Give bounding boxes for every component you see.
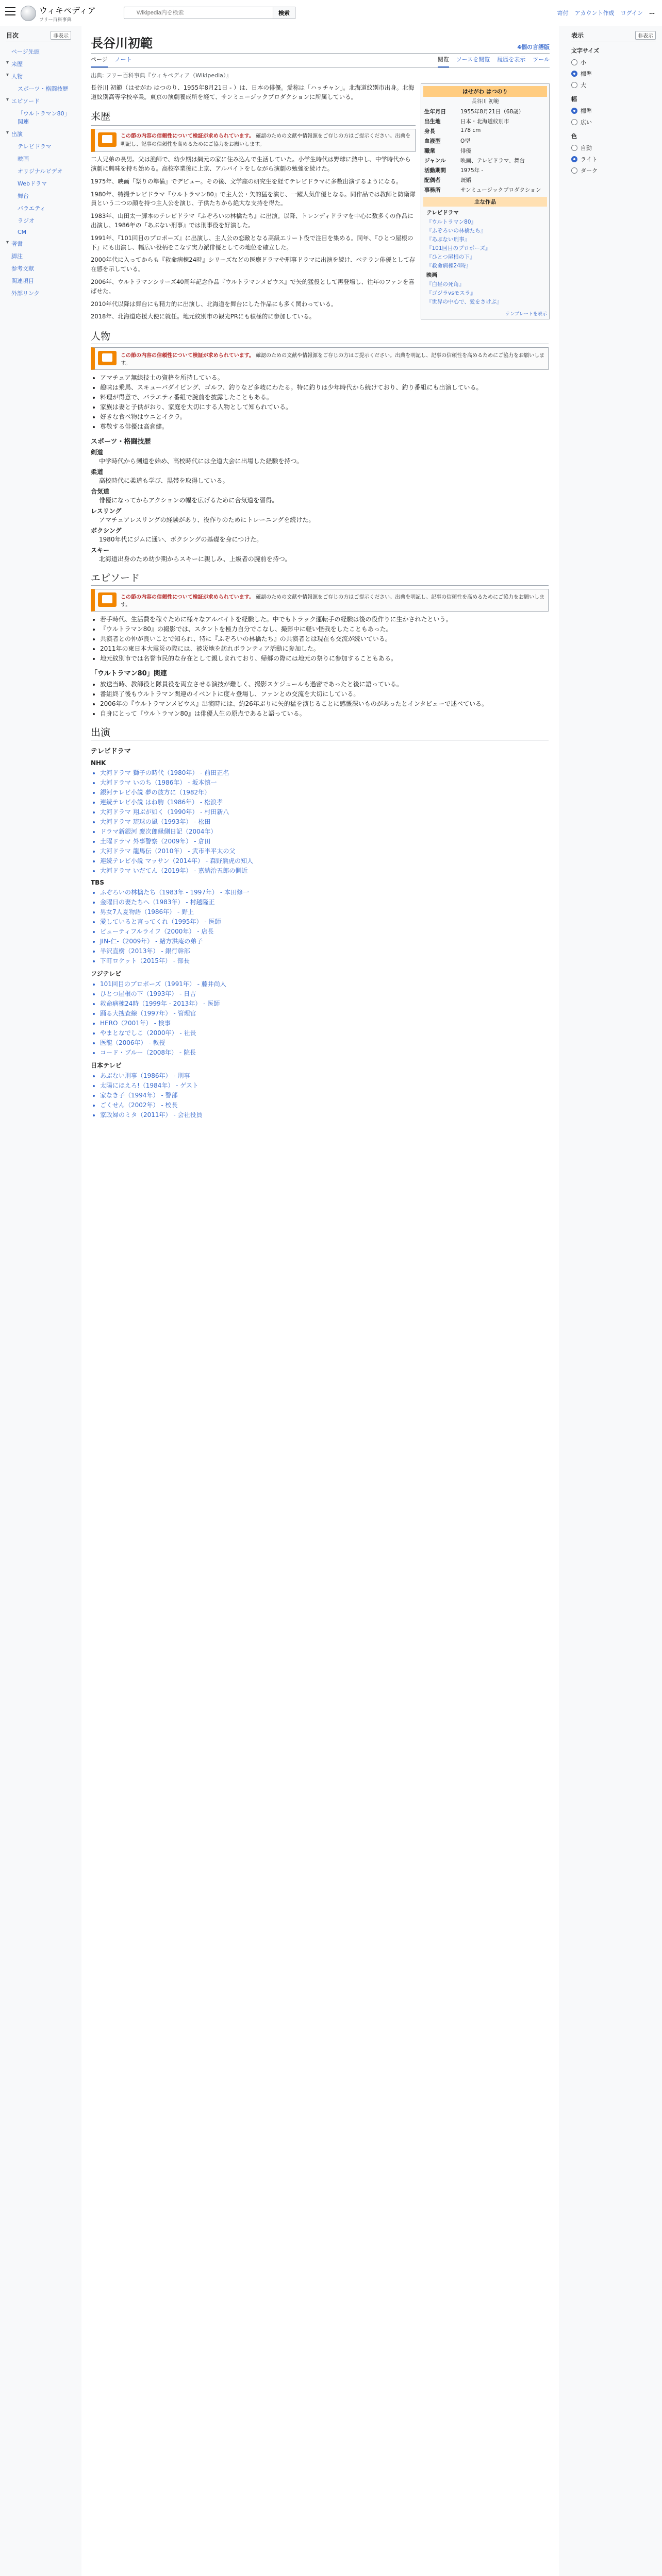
- infobox-row: [423, 185, 547, 195]
- tv-credit-item[interactable]: • ドラマ新銀河 慶次郎縁側日記（2004年）: [100, 827, 549, 836]
- login-link[interactable]: ログイン: [620, 10, 643, 16]
- lead-paragraph: 長谷川 初範（はせがわ はつのり、1955年8月21日 - ）は、日本の俳優。愛称は「ハッチャン」。北海道紋別市出身。北海道紋別高等学校卒業。東京の演劇養成所を経て、サンミュージックプロダクションに所属している。: [91, 84, 415, 100]
- book-icon: [98, 132, 117, 147]
- toc-item[interactable]: ▾ 来歴: [6, 58, 71, 70]
- toc-item[interactable]: 参考文献: [11, 265, 34, 272]
- sport-name: 柔道: [91, 468, 104, 476]
- infobox-row: [423, 136, 547, 146]
- list-item: • 地元紋別市では名誉市民的な存在として親しまれており、帰郷の際には地元の祭りに参加することもある。: [100, 654, 549, 663]
- tab-talk[interactable]: ノート: [114, 56, 132, 63]
- infobox-film-link[interactable]: 『ゴジラvsモスラ』: [426, 290, 476, 296]
- tv-credit-item[interactable]: • あぶない刑事（1986年） - 刑事: [100, 1071, 549, 1080]
- appearance-title: 表示: [571, 32, 584, 39]
- tab-read[interactable]: 閲覧: [438, 55, 449, 67]
- tv-credit-item[interactable]: • 銀河テレビ小説 夢の彼方に（1982年）: [100, 788, 549, 796]
- infobox-key: 身長: [424, 128, 435, 134]
- language-button[interactable]: 4個の言語版: [517, 44, 550, 50]
- search-button[interactable]: 検索: [273, 7, 295, 19]
- appearance-hide-button[interactable]: 非表示: [635, 31, 656, 40]
- list-item: • 尊敬する俳優は高倉健。: [100, 422, 549, 431]
- infobox-value: 1975年 -: [460, 167, 484, 174]
- list-item: • 料理が得意で、バラエティ番組で腕前を披露したこともある。: [100, 393, 549, 401]
- toc-hide-button[interactable]: 非表示: [51, 31, 71, 40]
- tv-credit-item[interactable]: • 愛していると言ってくれ（1995年） - 医師: [100, 917, 549, 926]
- tv-credit-item[interactable]: • 連続テレビ小説 はね駒（1986年） - 松浪孝: [100, 798, 549, 806]
- site-subtitle: フリー百科事典: [39, 18, 72, 23]
- notice-text: 確認のための文献や情報源をご存じの方はご提示ください。出典を明記し、記事の信頼性を高めるためにご協力をお願いします。: [121, 133, 411, 147]
- notice-title: この節の内容の信頼性について検証が求められています。: [121, 353, 254, 359]
- tv-credit-item[interactable]: • 大河ドラマ 龍馬伝（2010年） - 武市半平太の父: [100, 846, 549, 855]
- list-item: • 自身にとって『ウルトラマン80』は俳優人生の原点であると語っている。: [100, 709, 549, 718]
- tv-credit-item[interactable]: • 半沢直樹（2013年） - 銀行幹部: [100, 946, 549, 955]
- infobox-value: 既婚: [460, 177, 471, 183]
- career-paragraph: 1980年、特撮テレビドラマ『ウルトラマン80』で主人公・矢的猛を演じ、一躍人気俳優となる。同作品では教師と防衛隊員という二つの顔を持つ主人公を演じ、子供たちから絶大な支持を得た。: [91, 190, 416, 207]
- notice-text: 確認のための文献や情報源をご存じの方はご提示ください。出典を明記し、記事の信頼性を高めるためにご協力をお願いします。: [121, 353, 545, 367]
- section-episodes: エピソード: [91, 570, 549, 586]
- text-size-small[interactable]: 小: [571, 57, 656, 68]
- infobox-key: 事務所: [424, 187, 441, 193]
- sport-desc: 俳優になってからアクションの幅を広げるために合気道を習得。: [99, 497, 278, 504]
- main-content: [81, 26, 559, 2576]
- list-item: • 2011年の東日本大震災の際には、被災地を訪れボランティア活動に参加した。: [100, 644, 549, 653]
- toc-item[interactable]: 脚注: [11, 253, 23, 260]
- infobox-key: 生年月日: [424, 109, 446, 115]
- tv-credit-item[interactable]: • ごくせん（2002年） - 校長: [100, 1100, 549, 1109]
- template-link[interactable]: テンプレートを表示: [505, 312, 547, 317]
- tv-credit-item[interactable]: • 救命病棟24時（1999年 - 2013年） - 医師: [100, 999, 549, 1008]
- tv-credit-item[interactable]: • 連続テレビ小説 マッサン（2014年） - 森野熊虎の知人: [100, 856, 549, 865]
- list-item: • 2006年の『ウルトラマンメビウス』出演時には、約26年ぶりに矢的猛を演じることに感慨深いものがあったとインタビューで述べている。: [100, 699, 549, 708]
- career-paragraph: 1975年、映画『祭りの準備』でデビュー。その後、文学座の研究生を経てテレビドラマに多数出演するようになる。: [91, 177, 402, 185]
- infobox-key: 配偶者: [424, 177, 441, 183]
- infobox-value: 映画、テレビドラマ、舞台: [460, 158, 525, 164]
- career-paragraph: 2010年代以降は舞台にも精力的に出演し、北海道を舞台にした作品にも多く関わっている。: [91, 300, 337, 308]
- toc-item[interactable]: 舞台: [18, 193, 29, 199]
- infobox-row: [423, 175, 547, 185]
- infobox-film-label: 映画: [426, 272, 437, 278]
- tv-credit-item[interactable]: • ひとつ屋根の下（1993年） - 日吉: [100, 989, 549, 998]
- career-paragraph: 1991年、『101回目のプロポーズ』に出演し、主人公の恋敵となる高級エリート役で注目を集める。同年、『ひとつ屋根の下』にも出演し、幅広い役柄をこなす実力派俳優としての地位を確立した。: [91, 234, 413, 251]
- top-header: [0, 0, 662, 26]
- verification-notice-3: [91, 589, 549, 612]
- career-paragraph: 1983年、山田太一脚本のテレビドラマ『ふぞろいの林檎たち』に出演。以降、トレンディドラマを中心に数多くの作品に出演し、1986年の『あぶない刑事』では刑事役を好演した。: [91, 212, 413, 229]
- list-item: • 放送当時、教師役と隊員役を両立させる演技が難しく、撮影スケジュールも過密であったと後に語っている。: [100, 680, 549, 688]
- tv-credit-item[interactable]: • やまとなでしこ（2000年） - 社長: [100, 1028, 549, 1037]
- tv-credit-item[interactable]: • 下町ロケット（2015年） - 部長: [100, 956, 549, 965]
- toc-item[interactable]: ページ先頭: [11, 48, 40, 55]
- sport-desc: アマチュアレスリングの経験があり、役作りのためにトレーニングを続けた。: [99, 516, 315, 524]
- infobox-work-link[interactable]: 『救命病棟24時』: [426, 263, 471, 269]
- create-account-link[interactable]: アカウント作成: [574, 10, 615, 16]
- tv-credit-item[interactable]: • JIN-仁-（2009年） - 緒方洪庵の弟子: [100, 937, 549, 945]
- list-item: • アマチュア無線技士の資格を所持している。: [100, 373, 549, 382]
- toc-item[interactable]: CM: [18, 229, 27, 235]
- width-standard[interactable]: 標準: [571, 105, 656, 116]
- toc-item[interactable]: Webドラマ: [18, 180, 47, 187]
- appearance-panel: [565, 26, 662, 181]
- infobox-row: [423, 156, 547, 165]
- toc-item[interactable]: バラエティ: [18, 205, 46, 212]
- more-options-icon[interactable]: …: [649, 9, 655, 15]
- toc-item[interactable]: テレビドラマ: [18, 143, 52, 150]
- tab-history[interactable]: 履歴を表示: [497, 56, 526, 63]
- text-size-large[interactable]: 大: [571, 79, 656, 91]
- tv-credit-item[interactable]: • ビューティフルライフ（2000年） - 店長: [100, 927, 549, 936]
- tab-tools[interactable]: ツール: [533, 56, 550, 63]
- infobox-row: [423, 146, 547, 156]
- infobox-row: [423, 165, 547, 175]
- user-links: [557, 9, 655, 17]
- toc-item[interactable]: 外部リンク: [11, 290, 40, 297]
- book-icon: [98, 592, 117, 607]
- toc-item[interactable]: ▾ 出演: [6, 128, 71, 140]
- sport-name: ボクシング: [91, 527, 122, 535]
- toc-item[interactable]: 関連項目: [11, 278, 34, 284]
- tab-page[interactable]: ページ: [91, 55, 108, 67]
- network-tbs: TBS: [91, 879, 104, 887]
- section-sports: スポーツ・格闘技歴: [91, 438, 151, 446]
- tv-credit-item[interactable]: • 男女7人夏物語（1986年） - 野上: [100, 907, 549, 916]
- infobox-value: 1955年8月21日（68歳）: [460, 109, 524, 115]
- tv-credit-item[interactable]: • 踊る大捜査線（1997年） - 管理官: [100, 1009, 549, 1018]
- tv-credit-item[interactable]: • 大河ドラマ いだてん（2019年） - 嘉納治五郎の側近: [100, 866, 549, 875]
- infobox-name: 長谷川 初範: [471, 99, 499, 105]
- tv-credit-item[interactable]: • 大河ドラマ 翔ぶが如く（1990年） - 村田新八: [100, 807, 549, 816]
- tv-credit-item[interactable]: • 101回目のプロポーズ（1991年） - 藤井尚人: [100, 979, 549, 988]
- section-tv-drama: テレビドラマ: [91, 748, 131, 756]
- infobox-value: 俳優: [460, 148, 471, 154]
- section-ultraman: 「ウルトラマン80」関連: [91, 670, 167, 678]
- list-item: • 趣味は乗馬、スキューバダイビング、ゴルフ、釣りなど多岐にわたる。特に釣りは少年時代から続けており、釣り番組にも出演している。: [100, 383, 549, 392]
- infobox-work-link[interactable]: 『ひとつ屋根の下』: [426, 254, 475, 260]
- tv-credit-item[interactable]: • 医龍（2006年） - 教授: [100, 1038, 549, 1047]
- list-item: • 家族は妻と子供がおり、家庭を大切にする人物として知られている。: [100, 402, 549, 411]
- wikipedia-globe-icon: [21, 6, 36, 21]
- infobox-work-link[interactable]: 『ウルトラマン80』: [426, 219, 477, 225]
- tv-credit-item[interactable]: • 太陽にほえろ!（1984年） - ゲスト: [100, 1081, 549, 1090]
- list-item: • 共演者との仲が良いことで知られ、特に『ふぞろいの林檎たち』の共演者とは現在も交流が続いている。: [100, 634, 549, 643]
- network-cx: フジテレビ: [91, 970, 122, 978]
- tv-credit-item[interactable]: • 大河ドラマ 琉球の風（1993年） - 松田: [100, 817, 549, 826]
- infobox-key: 活動期間: [424, 167, 446, 174]
- page-tabs: [91, 54, 550, 68]
- infobox-work-link[interactable]: 『あぶない刑事』: [426, 236, 470, 243]
- section-career: 来歴: [91, 109, 416, 126]
- notice-title: この節の内容の信頼性について検証が求められています。: [121, 133, 254, 140]
- tv-credit-item[interactable]: • 家政婦のミタ（2011年） - 会社役員: [100, 1110, 549, 1119]
- career-paragraph: 2018年、北海道応援大使に就任。地元紋別市の観光PRにも積極的に参加している。: [91, 313, 316, 320]
- sport-name: 剣道: [91, 449, 104, 456]
- toc-item[interactable]: ▾ 人物: [6, 70, 71, 82]
- toc-sidebar: [0, 26, 77, 304]
- infobox-section: 主な作品: [423, 197, 547, 207]
- infobox-film-link[interactable]: 『世界の中心で、愛をさけぶ』: [426, 299, 502, 305]
- sport-desc: 中学時代から剣道を始め、高校時代には全道大会に出場した経験を持つ。: [99, 457, 303, 465]
- color-dark[interactable]: ダーク: [571, 165, 656, 176]
- infobox-work-link[interactable]: 『101回目のプロポーズ』: [426, 245, 491, 251]
- hamburger-menu-icon[interactable]: [5, 7, 15, 15]
- infobox-key: 出生地: [424, 118, 441, 125]
- book-icon: [98, 351, 117, 365]
- sport-name: 合気道: [91, 488, 110, 496]
- career-paragraph: 2000年代に入ってからも『救命病棟24時』シリーズなどの医療ドラマや刑事ドラマに出演を続け、ベテラン俳優として存在感を示している。: [91, 256, 416, 273]
- verification-notice: [91, 129, 416, 152]
- infobox-row: [423, 126, 547, 136]
- toc-list: [6, 45, 71, 299]
- sport-desc: 高校時代に柔道も学び、黒帯を取得している。: [99, 477, 229, 485]
- site-logo[interactable]: [21, 4, 96, 23]
- toc-item[interactable]: 映画: [18, 156, 29, 162]
- infobox-tv-label: テレビドラマ: [426, 210, 459, 216]
- section-person: 人物: [91, 329, 549, 344]
- text-size-label: 文字サイズ: [571, 47, 600, 54]
- network-ntv: 日本テレビ: [91, 1062, 122, 1070]
- tv-credit-item[interactable]: • ふぞろいの林檎たち（1983年 - 1997年） - 本田修一: [100, 888, 549, 896]
- source-line: 出典: フリー百科事典『ウィキペディア（Wikipedia）』: [91, 72, 232, 79]
- infobox-key: ジャンル: [424, 158, 446, 164]
- infobox-value: 日本・北海道紋別市: [460, 118, 509, 125]
- career-paragraph: 2006年、ウルトラマンシリーズ40周年記念作品『ウルトラマンメビウス』で矢的猛役として再登場し、往年のファンを喜ばせた。: [91, 278, 415, 295]
- tv-credit-item[interactable]: • 家なき子（1994年） - 警部: [100, 1091, 549, 1099]
- career-paragraph: 二人兄弟の長男。父は漁師で、幼少期は網元の家に住み込んで生活していた。小学生時代は野球に熱中し、中学時代から演劇に興味を持ち始める。高校卒業後に上京、アルバイトをしながら演劇の勉強を続けた。: [91, 156, 411, 172]
- toc-title: 目次: [6, 32, 19, 39]
- color-label: 色: [571, 133, 577, 140]
- infobox-work-link[interactable]: 『ふぞろいの林檎たち』: [426, 228, 486, 234]
- search-input[interactable]: [124, 7, 273, 19]
- infobox-key: 職業: [424, 148, 435, 154]
- toc-item[interactable]: オリジナルビデオ: [18, 168, 63, 175]
- sport-name: レスリング: [91, 507, 122, 515]
- toc-item[interactable]: スポーツ・格闘技歴: [18, 86, 69, 92]
- infobox-film-link[interactable]: 『白昼の死角』: [426, 281, 465, 287]
- infobox-row: [423, 107, 547, 116]
- section-appearances: 出演: [91, 725, 549, 740]
- tv-credit-item[interactable]: • 大河ドラマ 獅子の時代（1980年） - 前田正名: [100, 768, 549, 777]
- list-item: • 番組終了後もウルトラマン関連のイベントに度々登場し、ファンとの交流を大切にしている。: [100, 689, 549, 698]
- color-auto[interactable]: 自動: [571, 142, 656, 154]
- tv-credit-item[interactable]: • コード・ブルー（2008年） - 院長: [100, 1048, 549, 1057]
- infobox: [421, 83, 550, 319]
- network-nhk: NHK: [91, 759, 106, 767]
- tv-credit-item[interactable]: • 大河ドラマ いのち（1986年） - 坂本慎一: [100, 778, 549, 787]
- infobox-header: はせがわ はつのり: [423, 86, 547, 97]
- tab-view-source[interactable]: ソースを閲覧: [456, 56, 490, 63]
- width-wide[interactable]: 広い: [571, 116, 656, 128]
- toc-item[interactable]: 「ウルトラマン80」関連: [18, 110, 70, 125]
- width-label: 幅: [571, 96, 577, 103]
- list-item: • 若手時代、生活費を稼ぐために様々なアルバイトを経験した。中でもトラック運転手の経験は後の役作りに生かされたという。: [100, 615, 549, 623]
- tv-credit-item[interactable]: • 土曜ドラマ 外事警察（2009年） - 倉田: [100, 837, 549, 845]
- sport-desc: 1980年代にジムに通い、ボクシングの基礎を身につけた。: [99, 536, 263, 544]
- infobox-value: 178 cm: [460, 127, 481, 133]
- text-size-standard[interactable]: 標準: [571, 68, 656, 79]
- page-title: 長谷川初範: [91, 36, 153, 50]
- infobox-key: 血液型: [424, 138, 441, 144]
- infobox-value: サンミュージックプロダクション: [460, 187, 541, 193]
- tv-credit-item[interactable]: • 金曜日の妻たちへ（1983年） - 村越隆正: [100, 897, 549, 906]
- verification-notice-2: [91, 347, 549, 370]
- color-light[interactable]: ライト: [571, 154, 656, 165]
- list-item: • 好きな食べ物はウニとイクラ。: [100, 412, 549, 421]
- notice-title: この節の内容の信頼性について検証が求められています。: [121, 595, 254, 601]
- sport-desc: 北海道出身のため幼少期からスキーに親しみ、上級者の腕前を持つ。: [99, 555, 291, 563]
- toc-item[interactable]: ▾ 著書: [6, 238, 71, 250]
- donate-link[interactable]: 寄付: [557, 10, 569, 16]
- toc-item[interactable]: ラジオ: [18, 217, 35, 224]
- infobox-row: [423, 116, 547, 126]
- sport-name: スキー: [91, 547, 110, 554]
- search-bar: [124, 7, 295, 19]
- site-title: ウィキペディア: [39, 6, 96, 15]
- infobox-value: O型: [460, 138, 470, 144]
- list-item: • 『ウルトラマン80』の撮影では、スタントを極力自分でこなし、撮影中に軽い怪我をしたこともあった。: [100, 624, 549, 633]
- notice-text: 確認のための文献や情報源をご存じの方はご提示ください。出典を明記し、記事の信頼性を高めるためにご協力をお願いします。: [121, 595, 545, 608]
- toc-item[interactable]: ▾ エピソード: [6, 95, 71, 107]
- tv-credit-item[interactable]: • HERO（2001年） - 検事: [100, 1019, 549, 1027]
